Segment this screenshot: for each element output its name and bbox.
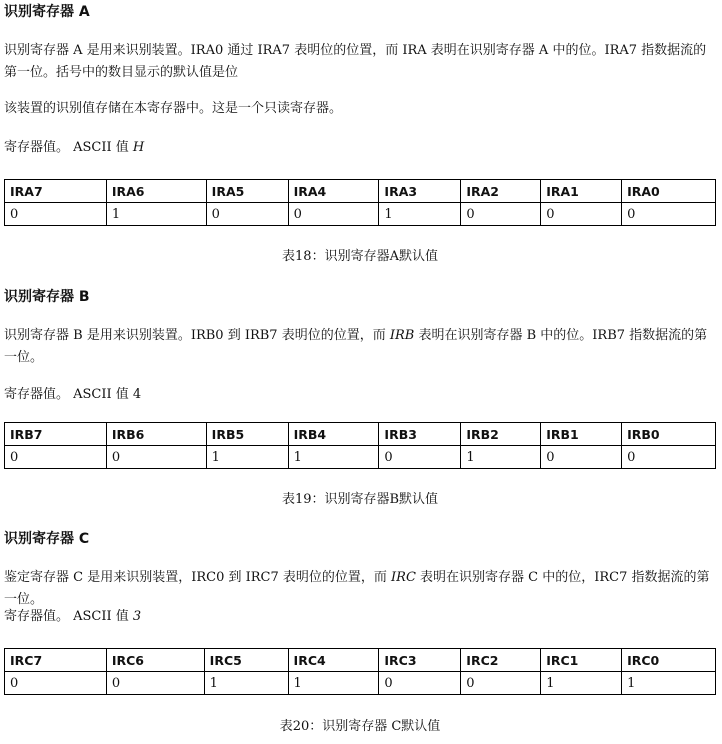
- value-cell: 0: [379, 446, 461, 469]
- header-cell: IRC3: [379, 649, 461, 672]
- value-cell: 0: [5, 446, 107, 469]
- desc-text: 表明在识别寄存器 B 中的位。IRB7 指数据流的第一位。: [4, 328, 708, 365]
- header-cell: IRA7: [5, 180, 107, 203]
- value-line-register-c: [4, 606, 716, 628]
- header-cell: IRA4: [288, 180, 379, 203]
- header-cell: IRC2: [461, 649, 541, 672]
- register-a-table: [4, 179, 716, 226]
- value-cell: 1: [461, 446, 541, 469]
- note-register-a: 该装置的识别值存储在本寄存器中。这是一个只读寄存器。: [4, 101, 343, 116]
- value-char: 4: [132, 387, 142, 402]
- value-cell: 1: [379, 203, 461, 226]
- heading-register-a: 识别寄存器 A: [4, 4, 90, 20]
- value-cell: 0: [5, 203, 107, 226]
- desc-em: IRB: [389, 328, 415, 343]
- header-cell: IRB1: [541, 423, 622, 446]
- description-register-a: 识别寄存器 A 是用来识别装置。IRA0 通过 IRA7 表明位的位置，而 IRA 表明在识别寄存器 A 中的位。IRA7 指数据流的第一位。括号中的数目显示的默认值是位: [4, 43, 707, 80]
- heading-register-c: 识别寄存器 C: [4, 531, 90, 547]
- value-cell: 0: [541, 446, 622, 469]
- header-cell: IRC6: [106, 649, 204, 672]
- header-cell: IRB6: [106, 423, 206, 446]
- value-cell: 1: [288, 672, 379, 695]
- value-cell: 0: [106, 672, 204, 695]
- value-cell: 1: [288, 446, 379, 469]
- header-cell: IRC4: [288, 649, 379, 672]
- header-cell: IRC1: [541, 649, 622, 672]
- header-cell: IRA5: [206, 180, 288, 203]
- header-cell: IRA3: [379, 180, 461, 203]
- value-cell: 0: [461, 672, 541, 695]
- heading-register-b: 识别寄存器 B: [4, 289, 90, 305]
- register-b-table: [4, 422, 716, 469]
- value-cell: 1: [622, 672, 716, 695]
- header-cell: IRB5: [206, 423, 288, 446]
- value-cell: 0: [5, 672, 107, 695]
- value-line-register-a: [4, 137, 716, 159]
- header-cell: IRB3: [379, 423, 461, 446]
- caption-register-c: 表20：识别寄存器 C默认值: [279, 719, 441, 734]
- value-cell: 0: [461, 203, 541, 226]
- description-register-c: [4, 567, 716, 611]
- value-cell: 0: [106, 446, 206, 469]
- desc-text: 识别寄存器 B 是用来识别装置。IRB0 到 IRB7 表明位的位置，而: [4, 328, 390, 343]
- value-cell: 0: [541, 203, 622, 226]
- value-label: 寄存器值。 ASCII 值: [4, 387, 129, 402]
- header-cell: IRB7: [5, 423, 107, 446]
- description-register-b: [4, 325, 716, 369]
- desc-text: 表明在识别寄存器 C 中的位，IRC7 指数据流的第一位。: [4, 570, 710, 607]
- desc-em: IRC: [391, 570, 416, 585]
- desc-text: 鉴定寄存器 C 是用来识别装置，IRC0 到 IRC7 表明位的位置，而: [4, 570, 392, 585]
- value-cell: 1: [541, 672, 622, 695]
- header-cell: IRA1: [541, 180, 622, 203]
- header-cell: IRC7: [5, 649, 107, 672]
- value-char: 3: [132, 609, 142, 624]
- header-cell: IRA6: [106, 180, 206, 203]
- value-cell: 1: [106, 203, 206, 226]
- header-cell: IRB4: [288, 423, 379, 446]
- value-cell: 0: [379, 672, 461, 695]
- value-label: 寄存器值。 ASCII 值: [4, 140, 129, 155]
- register-c-table: [4, 648, 716, 695]
- value-cell: 1: [204, 672, 288, 695]
- value-cell: 0: [622, 203, 716, 226]
- header-cell: IRA0: [622, 180, 716, 203]
- header-cell: IRC5: [204, 649, 288, 672]
- caption-register-a: 表18：识别寄存器A默认值: [282, 249, 438, 264]
- value-cell: 1: [206, 446, 288, 469]
- header-cell: IRB2: [461, 423, 541, 446]
- value-line-register-b: [4, 384, 716, 406]
- value-cell: 0: [206, 203, 288, 226]
- caption-register-b: 表19：识别寄存器B默认值: [281, 492, 439, 507]
- value-cell: 0: [622, 446, 716, 469]
- value-cell: 0: [288, 203, 379, 226]
- header-cell: IRB0: [622, 423, 716, 446]
- header-cell: IRA2: [461, 180, 541, 203]
- header-cell: IRC0: [622, 649, 716, 672]
- value-label: 寄存器值。 ASCII 值: [4, 609, 129, 624]
- value-char: H: [132, 140, 145, 155]
